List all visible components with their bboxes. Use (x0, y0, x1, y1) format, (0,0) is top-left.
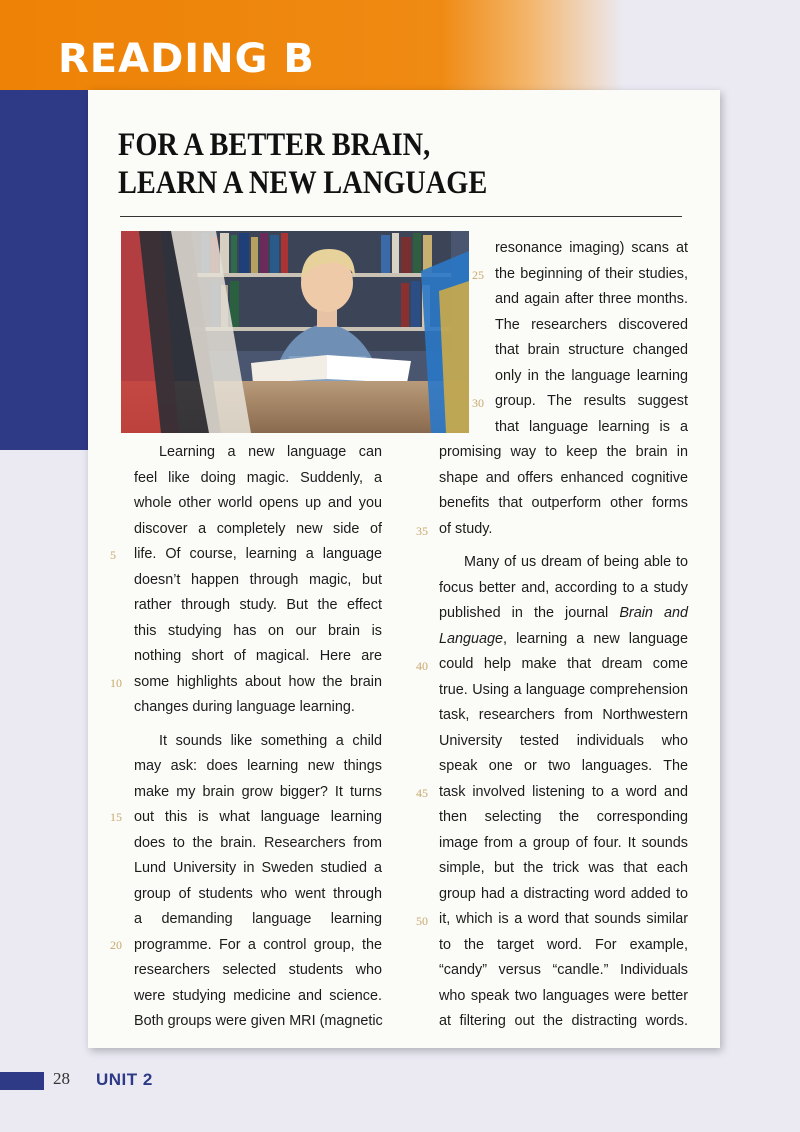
text-line: it, which is a word that sounds similar (439, 911, 688, 927)
headline-line-1: FOR A BETTER BRAIN, (118, 127, 431, 163)
text-line: The researchers discovered (495, 316, 688, 333)
text-line: were studying medicine and science. (134, 987, 382, 1004)
line-number: 40 (416, 659, 428, 673)
footer-accent-bar (0, 1072, 44, 1090)
headline-line-2: LEARN A NEW LANGUAGE (118, 165, 488, 201)
text-line: focus better and, according to a study (439, 579, 688, 596)
line-number: 50 (416, 914, 428, 928)
journal-name-part: Language (439, 630, 504, 647)
text-line: out this is what language learning (134, 809, 382, 825)
text-line: true. Using a language comprehension (439, 681, 688, 698)
text-line: then selecting the corresponding (439, 809, 688, 825)
text-line: rather through study. But the effect (134, 597, 382, 613)
line-number: 35 (416, 524, 428, 538)
text-line: who speak two languages were better (439, 987, 688, 1004)
text-line: a demanding language learning (134, 911, 382, 927)
text-line: group of students who went through (134, 885, 382, 902)
text-line: doesn’t happen through magic, but (134, 571, 382, 588)
text-line (439, 627, 688, 653)
text-line: changes during language learning. (134, 699, 355, 715)
text-line: and again after three months. (495, 291, 688, 307)
article-column-left (134, 440, 382, 1035)
text-line: image from a group of four. It sounds (439, 834, 688, 851)
line-number: 15 (110, 810, 122, 824)
text-line: It sounds like something a child (159, 732, 382, 749)
text-line: make my brain grow bigger? It turns (134, 783, 382, 800)
line-number: 25 (472, 268, 484, 282)
text-line: feel like doing magic. Suddenly, a (134, 469, 382, 486)
text-line: only in the language learning (495, 367, 688, 384)
text-segment: published in the journal (439, 605, 609, 621)
unit-label: UNIT 2 (96, 1070, 153, 1089)
library-photo (121, 231, 469, 433)
text-line: Many of us dream of being able to (464, 554, 688, 570)
header-banner (0, 0, 800, 90)
line-number: 45 (416, 786, 428, 800)
text-line: researchers selected students who (134, 962, 382, 978)
text-line: promising way to keep the brain in (439, 444, 688, 460)
text-line: does to the brain. Researchers from (134, 834, 382, 851)
text-line (439, 601, 688, 627)
text-line: of study. (439, 520, 493, 537)
text-segment: , learning a new language (503, 630, 688, 647)
text-line: University tested individuals who (439, 732, 688, 749)
text-line: may ask: does learning new things (134, 758, 382, 774)
headline-rule (120, 216, 682, 217)
text-line: life. Of course, learning a language (134, 546, 382, 562)
line-number: 30 (472, 396, 484, 410)
text-line: shape and offers enhanced cognitive (439, 469, 688, 486)
text-line: could help make that dream come (439, 656, 688, 672)
text-line: benefits that outperform other forms (439, 495, 688, 511)
text-line: discover a completely new side of (134, 520, 382, 537)
text-line: simple, but the trick was that each (439, 860, 688, 876)
text-line: speak one or two languages. The (439, 758, 688, 774)
text-line: group. The results suggest (495, 393, 688, 409)
article-headline (118, 126, 487, 202)
side-accent-bar (0, 90, 88, 450)
text-line: this studying has on our brain is (134, 622, 382, 639)
text-line: the beginning of their studies, (495, 265, 688, 282)
text-line: to the target word. For example, (439, 936, 688, 953)
article-column-right (439, 440, 688, 1035)
text-line: Learning a new language can (159, 444, 382, 460)
text-line: some highlights about how the brain (134, 673, 382, 690)
text-line: Lund University in Sweden studied a (134, 860, 382, 876)
text-line: at filtering out the distracting words. (439, 1013, 688, 1029)
line-number: 20 (110, 938, 122, 952)
article-column-right-top (495, 236, 688, 440)
line-number: 10 (110, 676, 122, 690)
line-number: 5 (110, 548, 116, 562)
text-line: task involved listening to a word and (439, 783, 688, 800)
text-line: whole other world opens up and you (134, 495, 382, 511)
journal-name-part: Brain and (619, 605, 689, 621)
library-illustration (121, 231, 469, 433)
text-line: nothing short of magical. Here are (134, 648, 382, 664)
section-title: READING B (58, 36, 315, 82)
text-line: group had a distracting word added to (439, 885, 688, 902)
text-line: that language learning is a (495, 418, 688, 435)
text-line: that brain structure changed (495, 342, 688, 358)
page-number: 28 (53, 1069, 70, 1088)
text-line: resonance imaging) scans at (495, 240, 688, 256)
text-line: “candy” versus “candle.” Individuals (439, 962, 688, 978)
text-line: task, researchers from Northwestern (439, 707, 688, 723)
text-line: programme. For a control group, the (134, 936, 382, 953)
text-line: Both groups were given MRI (magnetic (134, 1013, 383, 1029)
